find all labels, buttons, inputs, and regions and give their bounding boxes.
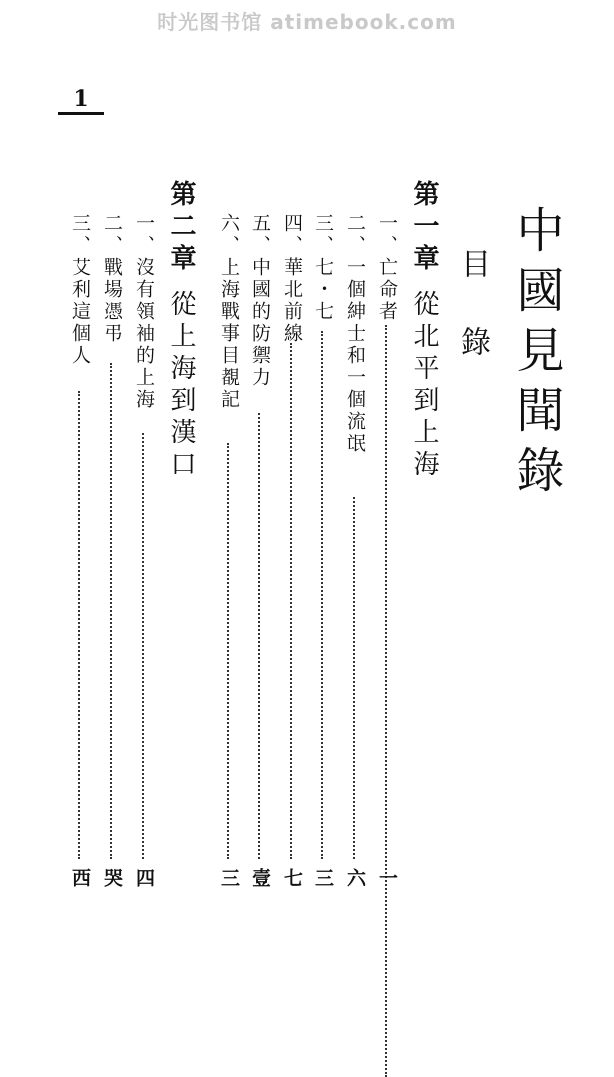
toc-entry-ch2-2[interactable] — [100, 213, 124, 913]
toc-heading: 目錄 — [455, 248, 490, 404]
chapter-1-label: 第一章 — [409, 180, 439, 276]
toc-entry-title: 五、中國的防禦力 — [249, 213, 271, 389]
toc-entry-page: 三 — [312, 868, 334, 887]
toc-entry-page: 哭 — [101, 868, 123, 887]
dot-leader — [110, 363, 112, 859]
dot-leader — [227, 443, 229, 859]
toc-entry-ch1-6[interactable] — [217, 213, 241, 913]
chapter-1-title: 從北平到上海 — [409, 290, 439, 482]
toc-entry-page: 四 — [133, 868, 155, 887]
toc-entry-ch2-1[interactable] — [132, 213, 156, 913]
dot-leader — [78, 391, 80, 859]
toc-entry-title: 六、上海戰事目覩記 — [218, 213, 240, 411]
toc-entry-ch1-1[interactable] — [375, 213, 399, 913]
book-title: 中國見聞錄 — [508, 205, 564, 505]
chapter-2-title: 從上海到漢口 — [166, 290, 196, 482]
toc-entry-title: 二、一個紳士和一個流氓 — [344, 213, 366, 455]
toc-entry-page: 壹 — [249, 868, 271, 887]
toc-entry-page: 一 — [376, 868, 398, 887]
chapter-2-label: 第二章 — [166, 180, 196, 276]
chapter-2-heading — [166, 180, 196, 482]
toc-entry-title: 一、沒有領袖的上海 — [133, 213, 155, 411]
page-number-rule — [58, 112, 104, 115]
toc-entry-title: 三、七・七 — [312, 213, 334, 323]
dot-leader — [258, 413, 260, 859]
toc-entry-title: 二、戰場憑弔 — [101, 213, 123, 345]
page-number: 1 — [73, 86, 89, 112]
toc-entry-page: 西 — [69, 868, 91, 887]
dot-leader — [290, 343, 292, 859]
toc-entry-page: 三 — [218, 868, 240, 887]
chapter-1-heading — [409, 180, 439, 482]
toc-entry-ch1-5[interactable] — [248, 213, 272, 913]
toc-entry-page: 七 — [281, 868, 303, 887]
dot-leader — [353, 497, 355, 859]
dot-leader — [321, 331, 323, 859]
toc-entry-ch1-2[interactable] — [343, 213, 367, 913]
toc-entry-title: 三、艾利這個人 — [69, 213, 91, 367]
toc-entry-ch2-3[interactable] — [68, 213, 92, 913]
toc-entry-page: 六 — [344, 868, 366, 887]
toc-entry-ch1-3[interactable] — [311, 213, 335, 913]
toc-entry-title: 一、亡命者 — [376, 213, 398, 323]
toc-entry-title: 四、華北前線 — [281, 213, 303, 345]
dot-leader — [142, 433, 144, 859]
dot-leader — [385, 325, 387, 1077]
watermark: 时光图书馆 atimebook.com — [157, 10, 457, 34]
toc-entry-ch1-4[interactable] — [280, 213, 304, 913]
